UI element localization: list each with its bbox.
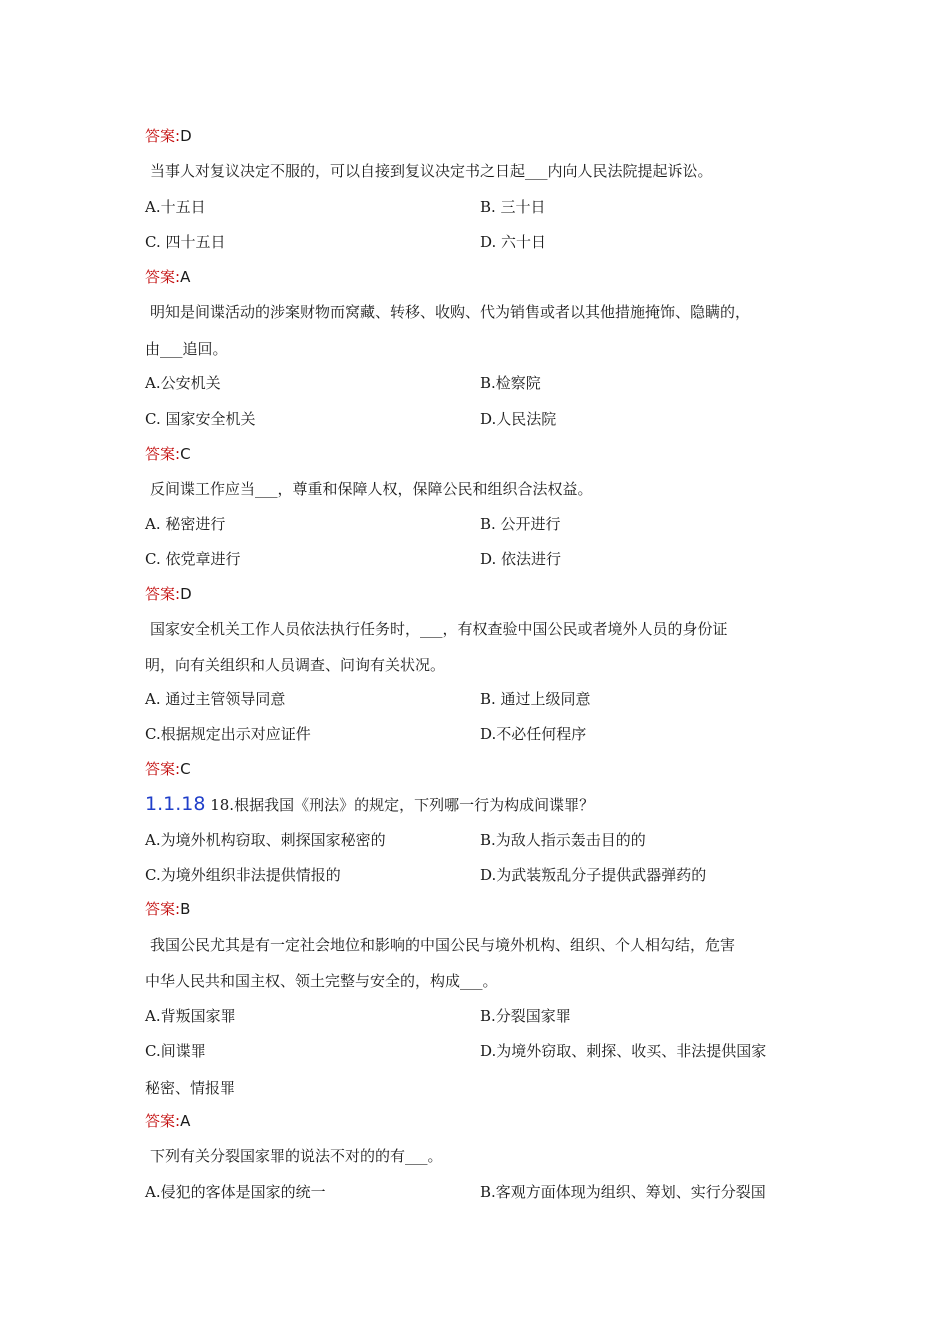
answer-label: 答案: bbox=[145, 1112, 181, 1130]
option-d: D.为境外窃取、刺探、收买、非法提供国家 bbox=[480, 1042, 767, 1060]
question-text: 明知是间谍活动的涉案财物而窝藏、转移、收购、代为销售或者以其他措施掩饰、隐瞒的， bbox=[150, 303, 751, 321]
answer-label: 答案: bbox=[145, 585, 181, 603]
answer-value: C bbox=[180, 760, 191, 778]
option-a: A.公安机关 bbox=[145, 374, 221, 392]
answer-line bbox=[145, 126, 192, 146]
answer-value: C bbox=[180, 445, 191, 463]
option-c: C. 四十五日 bbox=[145, 233, 226, 251]
option-b: B.为敌人指示轰击目的的 bbox=[480, 831, 646, 849]
answer-label: 答案: bbox=[145, 268, 181, 286]
option-a: A. 秘密进行 bbox=[145, 515, 226, 533]
option-a: A.侵犯的客体是国家的统一 bbox=[145, 1183, 326, 1201]
option-c: C. 国家安全机关 bbox=[145, 410, 256, 428]
question-text: 反间谍工作应当___，尊重和保障人权，保障公民和组织合法权益。 bbox=[150, 480, 593, 498]
question-text: 当事人对复议决定不服的，可以自接到复议决定书之日起___内向人民法院提起诉讼。 bbox=[150, 162, 713, 180]
option-d: D. 依法进行 bbox=[480, 550, 562, 568]
answer-line bbox=[145, 1111, 190, 1131]
option-c: C.为境外组织非法提供情报的 bbox=[145, 866, 341, 884]
option-d: D.为武装叛乱分子提供武器弹药的 bbox=[480, 866, 707, 884]
question-text-continued: 由___追回。 bbox=[145, 340, 228, 358]
option-b: B.分裂国家罪 bbox=[480, 1007, 571, 1025]
question-text: 我国公民尤其是有一定社会地位和影响的中国公民与境外机构、组织、个人相勾结，危害 bbox=[150, 936, 736, 954]
option-d: D.人民法院 bbox=[480, 410, 557, 428]
option-a: A.背叛国家罪 bbox=[145, 1007, 236, 1025]
option-b: B. 三十日 bbox=[480, 198, 546, 216]
option-d-continued: 秘密、情报罪 bbox=[145, 1079, 236, 1097]
answer-value: D bbox=[180, 585, 192, 603]
option-c: C.根据规定出示对应证件 bbox=[145, 725, 311, 743]
answer-label: 答案: bbox=[145, 445, 181, 463]
heading-question: 18.根据我国《刑法》的规定，下列哪一行为构成间谍罪？ bbox=[210, 796, 595, 814]
question-text-continued: 中华人民共和国主权、领土完整与安全的，构成___。 bbox=[145, 972, 498, 990]
answer-value: A bbox=[180, 268, 191, 286]
option-a: A.为境外机构窃取、刺探国家秘密的 bbox=[145, 831, 386, 849]
option-d: D. 六十日 bbox=[480, 233, 547, 251]
answer-label: 答案: bbox=[145, 760, 181, 778]
option-c: C.间谍罪 bbox=[145, 1042, 206, 1060]
option-a: A.十五日 bbox=[145, 198, 206, 216]
answer-line bbox=[145, 584, 192, 604]
answer-line bbox=[145, 759, 191, 779]
option-c: C. 依党章进行 bbox=[145, 550, 241, 568]
answer-line bbox=[145, 444, 191, 464]
question-text: 国家安全机关工作人员依法执行任务时，___，有权查验中国公民或者境外人员的身份证 bbox=[150, 620, 728, 638]
option-b: B. 公开进行 bbox=[480, 515, 561, 533]
answer-line bbox=[145, 899, 190, 919]
answer-label: 答案: bbox=[145, 127, 181, 145]
section-heading bbox=[145, 792, 594, 817]
question-text: 下列有关分裂国家罪的说法不对的的有___。 bbox=[150, 1147, 443, 1165]
option-b: B. 通过上级同意 bbox=[480, 690, 591, 708]
answer-line bbox=[145, 267, 190, 287]
option-a: A. 通过主管领导同意 bbox=[145, 690, 286, 708]
answer-value: A bbox=[180, 1112, 191, 1130]
question-text-continued: 明，向有关组织和人员调查、问询有关状况。 bbox=[145, 656, 446, 674]
answer-value: B bbox=[180, 900, 191, 918]
answer-value: D bbox=[180, 127, 192, 145]
heading-number: 1.1.18 bbox=[145, 793, 206, 815]
option-b: B.检察院 bbox=[480, 374, 541, 392]
option-b: B.客观方面体现为组织、筹划、实行分裂国 bbox=[480, 1183, 766, 1201]
answer-label: 答案: bbox=[145, 900, 181, 918]
option-d: D.不必任何程序 bbox=[480, 725, 587, 743]
